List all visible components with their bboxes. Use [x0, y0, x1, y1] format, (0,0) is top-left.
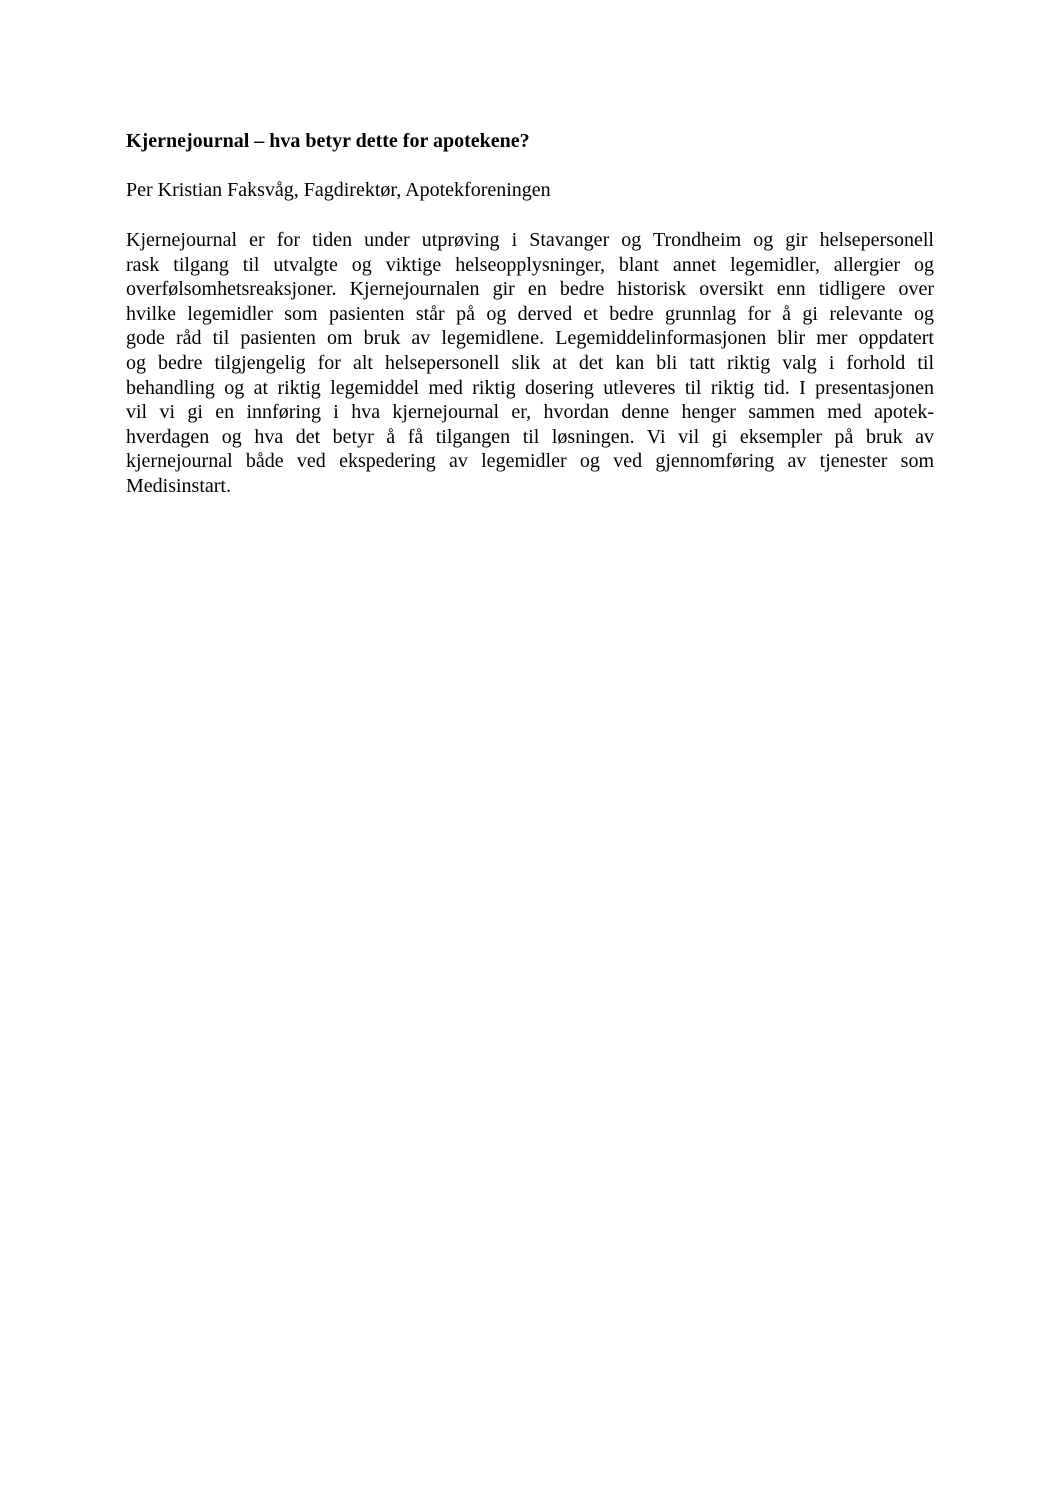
- body-paragraph: [126, 228, 934, 499]
- body-line: hvilke legemidler som pasienten står på og derved et bedre grunnlag for å gi relevante og: [126, 302, 934, 325]
- body-line: overfølsomhetsreaksjoner. Kjernejournalen gir en bedre historisk oversikt enn tidligere over: [126, 278, 934, 301]
- author-line: Per Kristian Faksvåg, Fagdirektør, Apotekforeningen: [126, 179, 551, 201]
- body-line: Kjernejournal er for tiden under utprøving i Stavanger og Trondheim og gir helsepersonell: [126, 229, 934, 251]
- body-line: rask tilgang til utvalgte og viktige helseopplysninger, blant annet legemidler, allergier og: [126, 253, 934, 276]
- body-line: vil vi gi en innføring i hva kjernejournal er, hvordan denne henger sammen med apotek-: [126, 401, 934, 424]
- document-title: Kjernejournal – hva betyr dette for apotekene?: [126, 130, 530, 152]
- body-line: behandling og at riktig legemiddel med riktig dosering utleveres til riktig tid. I presentasjonen: [126, 376, 934, 399]
- body-line: kjernejournal både ved ekspedering av legemidler og ved gjennomføring av tjenester som: [126, 450, 934, 473]
- body-line: hverdagen og hva det betyr å få tilgangen til løsningen. Vi vil gi eksempler på bruk av: [126, 425, 934, 448]
- body-line: gode råd til pasienten om bruk av legemidlene. Legemiddelinformasjonen blir mer oppdatert: [126, 327, 934, 350]
- body-line: og bedre tilgjengelig for alt helsepersonell slik at det kan bli tatt riktig valg i forhold til: [126, 351, 934, 374]
- body-line: Medisinstart.: [126, 474, 231, 497]
